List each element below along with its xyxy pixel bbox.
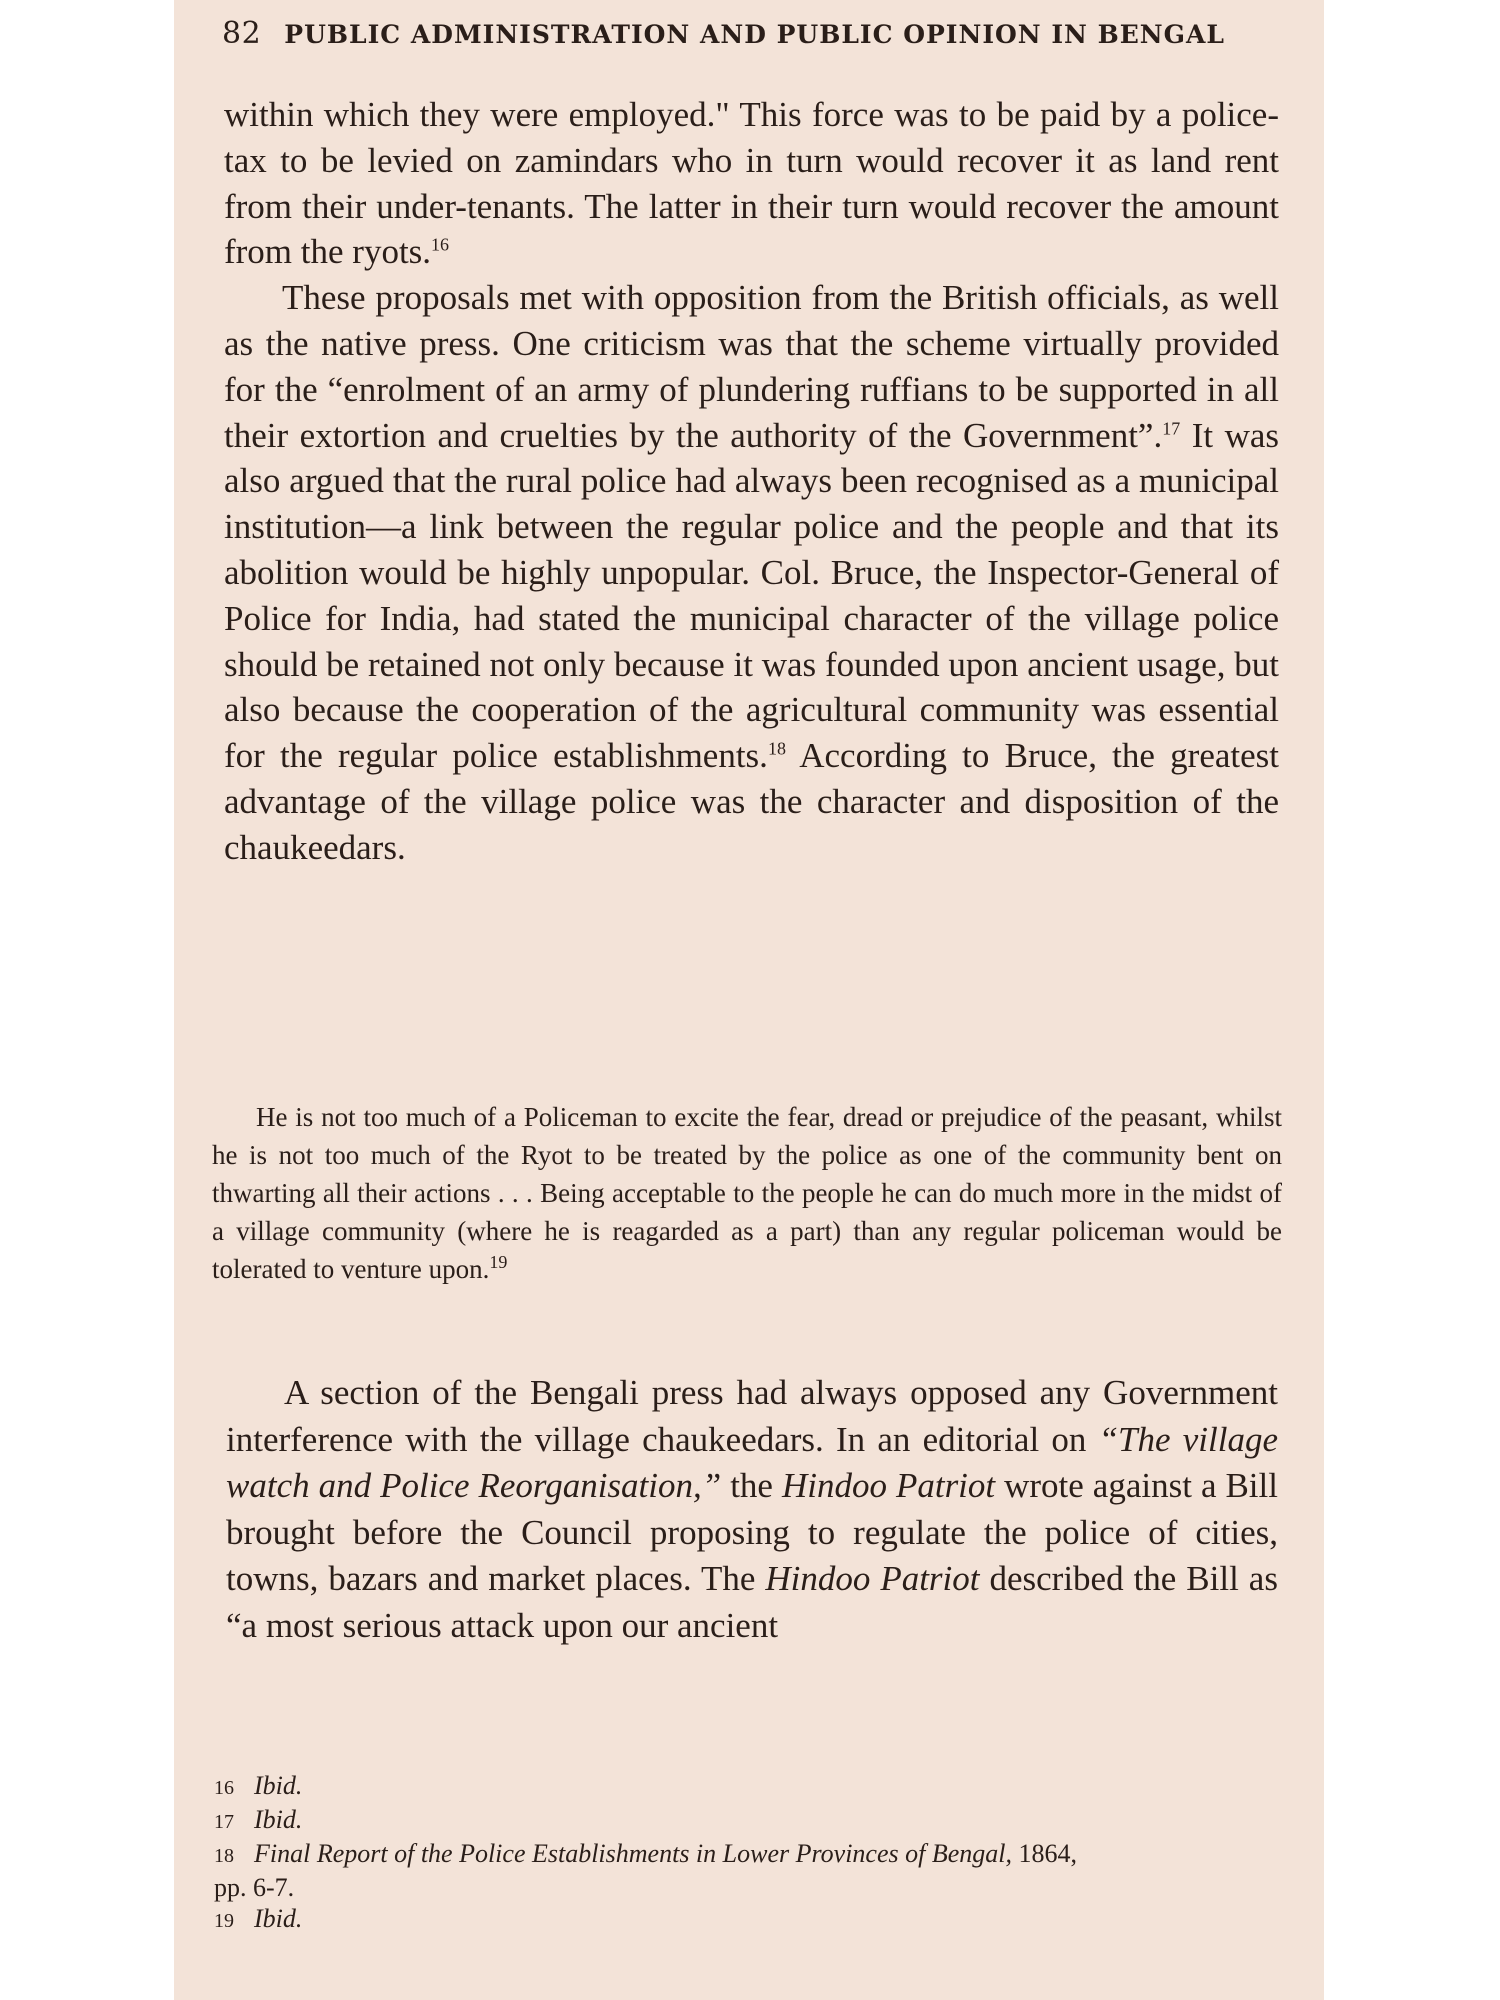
running-header bbox=[222, 16, 1282, 51]
paragraph-2-text-c: According to Bruce, the greatest advantage of the village police was the character and disposition of the chaukeedars. bbox=[224, 736, 1279, 867]
footnote-18-continued: pp. 6-7. bbox=[214, 1873, 295, 1902]
block-quote-text: He is not too much of a Policeman to excite the fear, dread or prejudice of the peasant, whilst he is not too much of the Ryot to be treated by the police as one of the community bent on thwarting all their actions . . . Being acceptable to the people he can do much more in the midst of a village community (where he is reagarded as a part) than any regular policeman would be tolerated to venture upon. bbox=[212, 1102, 1282, 1284]
paragraph-2 bbox=[224, 275, 1279, 870]
paragraph-3-text-b: the bbox=[721, 1466, 782, 1505]
footnote-16 bbox=[214, 1770, 1284, 1804]
page-number: 82 bbox=[222, 16, 262, 51]
paragraph-3-text-c: wrote against a Bill brought before the Council proposing to regulate the police of cities, towns, bazars and market places. The bbox=[226, 1466, 1278, 1598]
footnote-number: 19 bbox=[214, 1910, 234, 1932]
block-quote bbox=[212, 1098, 1282, 1288]
footnotes bbox=[214, 1770, 1284, 1937]
paragraph-1 bbox=[224, 92, 1279, 275]
footnote-17 bbox=[214, 1804, 1284, 1838]
footnote-ref-19: 19 bbox=[489, 1252, 508, 1272]
book-page bbox=[174, 0, 1324, 2000]
paragraph-3-text-a: A section of the Bengali press had always opposed any Government interference with the village chaukeedars. In an editorial on bbox=[226, 1373, 1278, 1459]
newspaper-name: Hindoo Patriot bbox=[765, 1559, 980, 1598]
footnote-number: 16 bbox=[214, 1777, 234, 1799]
main-text-continued bbox=[226, 1370, 1278, 1649]
footnote-19 bbox=[214, 1903, 1284, 1937]
footnote-text: Ibid. bbox=[254, 1771, 303, 1800]
footnote-ref-16: 16 bbox=[431, 234, 450, 255]
newspaper-name: Hindoo Patriot bbox=[781, 1466, 996, 1505]
footnote-text: Ibid. bbox=[254, 1805, 303, 1834]
main-text bbox=[224, 92, 1279, 871]
editorial-title: “The village watch and Police Reorganisation,” bbox=[226, 1419, 1278, 1505]
paragraph-1-text: within which they were employed." This force was to be paid by a police-tax to be levied on zamindars who in turn would recover it as land rent from their under-tenants. The latter in their turn would recover the amount from the ryots. bbox=[224, 95, 1279, 272]
footnote-ref-18: 18 bbox=[767, 738, 786, 759]
paragraph-2-text-b: It was also argued that the rural police had always been recognised as a municipal institution—a link between the regular police and the people and that its abolition would be highly unpopular. Col. Bruce, the Inspector-General of Police for India, had stated the municipal character of the village police should be retained not only because it was founded upon ancient usage, but also because the cooperation of the agricultural community was essential for the regular police establishments. bbox=[224, 415, 1279, 776]
paragraph-3-text-d: described the Bill as “a most serious attack upon our ancient bbox=[226, 1559, 1278, 1645]
footnote-number: 17 bbox=[214, 1811, 234, 1833]
paragraph-2-text-a: These proposals met with opposition from the British officials, as well as the native press. One criticism was that the scheme virtually provided for the “enrolment of an army of plundering ruffians to be supported in all their extortion and cruelties by the authority of the Government”. bbox=[224, 278, 1279, 455]
footnote-ref-17: 17 bbox=[1162, 417, 1181, 438]
running-title: PUBLIC ADMINISTRATION AND PUBLIC OPINION IN BENGAL bbox=[284, 20, 1225, 49]
footnote-text: Ibid. bbox=[254, 1904, 303, 1933]
paragraph-3 bbox=[226, 1370, 1278, 1649]
footnote-year: 1864, bbox=[1012, 1839, 1077, 1868]
footnote-number: 18 bbox=[214, 1845, 234, 1867]
footnote-18 bbox=[214, 1838, 1284, 1872]
footnote-text: Final Report of the Police Establishments in Lower Provinces of Bengal, bbox=[254, 1839, 1012, 1868]
